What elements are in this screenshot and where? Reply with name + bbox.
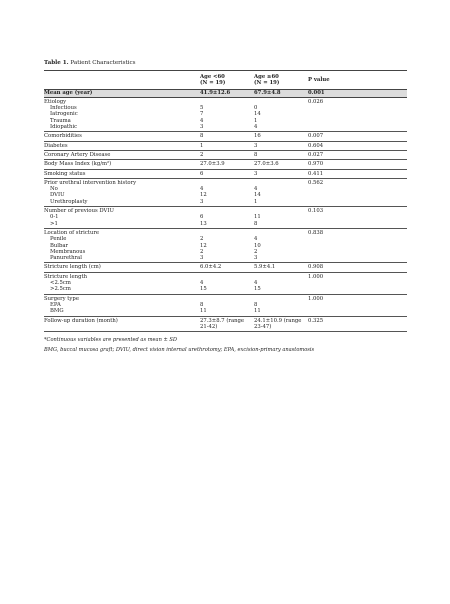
age-under-60-value [200, 207, 254, 229]
sub-age-60-plus-value: 10 [254, 242, 261, 249]
sub-age-under-60-value: 4 [200, 117, 204, 124]
sub-age-60-plus-value: 0 [254, 105, 258, 112]
age-60-plus-value [254, 97, 308, 131]
p-value: 0.838 [308, 228, 407, 262]
age-60-plus-value: 27.0±3.6 [254, 160, 308, 169]
sub-row-label: 0-1 [50, 214, 59, 221]
age-under-60-value: 41.9±12.6 [200, 89, 254, 97]
sub-age-under-60-value: 15 [200, 286, 207, 293]
row-label-text: Prior urethral intervention history [44, 179, 137, 186]
age-under-60-value: 8 [200, 132, 254, 141]
age-under-60-value [200, 228, 254, 262]
sub-age-60-plus-value: 8 [254, 220, 258, 227]
age-60-plus-value [254, 207, 308, 229]
p-value: 1.000 [308, 272, 407, 294]
row-label: Mean age (year) [44, 89, 200, 97]
sub-age-60-plus-value: 14 [254, 111, 261, 118]
p-value: 0.604 [308, 141, 407, 150]
sub-row-label: Urethroplasty [50, 198, 88, 205]
sub-row-label: BMG [50, 308, 64, 315]
age-under-60-value [200, 178, 254, 206]
row-label [44, 97, 200, 131]
sub-age-under-60-value: 3 [200, 124, 204, 131]
table-row [44, 316, 407, 332]
row-label [44, 178, 200, 206]
age-under-60-value: 27.0±3.9 [200, 160, 254, 169]
row-label [44, 272, 200, 294]
p-value: 0.411 [308, 169, 407, 178]
header-row [44, 71, 407, 90]
p-value: 1.000 [308, 294, 407, 316]
table-container [44, 60, 407, 357]
sub-age-60-plus-value: 4 [254, 280, 258, 287]
row-label-text: Stricture length (cm) [44, 264, 101, 271]
sub-age-60-plus-value: 2 [254, 248, 258, 255]
header-age-under-60 [200, 71, 254, 90]
sub-row-label: EPA [50, 301, 61, 308]
row-label [44, 228, 200, 262]
sub-row-label: DVIU [50, 192, 65, 199]
row-label-text: Number of previous DVIU [44, 208, 114, 215]
age-60-plus-value: 8 [254, 150, 308, 159]
age-60-plus-value [254, 294, 308, 316]
age-60-plus-value: 24.1±10.9 (range 23-47) [254, 316, 308, 332]
p-value: 0.007 [308, 132, 407, 141]
sub-row-label: Membranous [50, 248, 86, 255]
age-under-60-value: 27.3±8.7 (range 21-42) [200, 316, 254, 332]
header-age-60-plus-label: Age ≥60 [254, 74, 279, 80]
age-60-plus-value [254, 178, 308, 206]
table-row [44, 263, 407, 272]
row-label [44, 141, 200, 150]
sub-age-under-60-value: 13 [200, 220, 207, 227]
row-label-text: Diabetes [44, 142, 68, 149]
footnote-sd: *Continuous variables are presented as mean ± SD [44, 337, 177, 344]
sub-age-60-plus-value: 4 [254, 124, 258, 131]
sub-age-60-plus-value: 4 [254, 236, 258, 243]
age-60-plus-value: 67.9±4.8 [254, 89, 308, 97]
sub-age-60-plus-value: 14 [254, 192, 261, 199]
sub-row-label: Iatrogenic [50, 111, 78, 118]
sub-row-label: Idiopathic [50, 124, 78, 131]
row-label [44, 160, 200, 169]
age-60-plus-value: 5.9±4.1 [254, 263, 308, 272]
row-label-text: Coronary Artery Disease [44, 151, 111, 158]
table-row [44, 97, 407, 131]
header-p-value: P value [308, 71, 407, 90]
sub-age-60-plus-value: 1 [254, 117, 258, 124]
sub-age-60-plus-value: 3 [254, 255, 258, 262]
sub-row-label: Panurethral [50, 255, 82, 262]
patient-characteristics-table [44, 70, 407, 332]
table-row [44, 132, 407, 141]
row-label-text: Location of stricture [44, 229, 100, 236]
table-row [44, 228, 407, 262]
age-under-60-value: 2 [200, 150, 254, 159]
p-value: 0.001 [308, 89, 407, 97]
sub-age-under-60-value: 2 [200, 248, 204, 255]
p-value: 0.103 [308, 207, 407, 229]
table-title: Patient Characteristics [68, 60, 136, 66]
row-label [44, 294, 200, 316]
age-60-plus-value: 3 [254, 169, 308, 178]
p-value: 0.325 [308, 316, 407, 332]
sub-age-under-60-value: 4 [200, 280, 204, 287]
table-row [44, 294, 407, 316]
table-row [44, 272, 407, 294]
sub-row-label: Bulbar [50, 242, 69, 249]
row-label [44, 132, 200, 141]
sub-age-under-60-value: 12 [200, 192, 207, 199]
age-under-60-value: 6.0±4.2 [200, 263, 254, 272]
sub-row-label: No [50, 186, 58, 193]
age-under-60-value: 1 [200, 141, 254, 150]
p-value: 0.026 [308, 97, 407, 131]
age-under-60-value: 6 [200, 169, 254, 178]
sub-row-label: >2.5cm [50, 286, 71, 293]
sub-age-under-60-value: 3 [200, 198, 204, 205]
row-label [44, 263, 200, 272]
sub-row-label: Penile [50, 236, 67, 243]
sub-age-under-60-value: 7 [200, 111, 204, 118]
sub-row-label: Infectious [50, 105, 77, 112]
row-label-text: Comorbidities [44, 133, 82, 140]
sub-age-under-60-value: 2 [200, 236, 204, 243]
header-age-under-60-label: Age <60 [200, 74, 225, 80]
table-caption [44, 60, 407, 66]
row-label [44, 150, 200, 159]
sub-row-label: <2.5cm [50, 280, 71, 287]
sub-row-label: >1 [50, 220, 58, 227]
row-label [44, 169, 200, 178]
sub-age-60-plus-value: 11 [254, 214, 261, 221]
sub-age-under-60-value: 4 [200, 186, 204, 193]
sub-age-60-plus-value: 1 [254, 198, 258, 205]
table-row [44, 178, 407, 206]
sub-age-under-60-value: 5 [200, 105, 204, 112]
table-footnotes [44, 337, 407, 353]
sub-age-60-plus-value: 4 [254, 186, 258, 193]
header-age-60-plus [254, 71, 308, 90]
sub-age-60-plus-value: 11 [254, 308, 261, 315]
header-age-under-60-n: (N = 19) [200, 80, 226, 87]
p-value: 0.027 [308, 150, 407, 159]
age-60-plus-value [254, 272, 308, 294]
table-row [44, 150, 407, 159]
age-60-plus-value: 16 [254, 132, 308, 141]
row-label-text: Follow-up duration (month) [44, 317, 118, 324]
sub-age-under-60-value: 8 [200, 301, 204, 308]
p-value: 0.908 [308, 263, 407, 272]
header-age-60-plus-n: (N = 19) [254, 80, 280, 87]
row-label-text: Etiology [44, 98, 67, 105]
age-under-60-value [200, 97, 254, 131]
sub-age-under-60-value: 3 [200, 255, 204, 262]
footnote-abbreviations: BMG, buccal mucosa graft; DVIU, direct vision internal urethrotomy; EPA, excision-primary anastomosis [44, 347, 315, 354]
row-label-text: Smoking status [44, 170, 86, 177]
p-value: 0.562 [308, 178, 407, 206]
table-row [44, 160, 407, 169]
mean-age-row [44, 89, 407, 97]
row-label-text: Surgery type [44, 295, 79, 302]
table-row [44, 169, 407, 178]
age-60-plus-value: 3 [254, 141, 308, 150]
header-blank [44, 71, 200, 90]
sub-age-60-plus-value: 8 [254, 301, 258, 308]
p-value: 0.970 [308, 160, 407, 169]
row-label-text: Stricture length [44, 273, 88, 280]
sub-age-under-60-value: 11 [200, 308, 207, 315]
sub-age-under-60-value: 6 [200, 214, 204, 221]
table-number: Table 1. [44, 60, 69, 66]
age-under-60-value [200, 294, 254, 316]
age-60-plus-value [254, 228, 308, 262]
sub-age-60-plus-value: 15 [254, 286, 261, 293]
row-label [44, 316, 200, 332]
row-label [44, 207, 200, 229]
table-row [44, 141, 407, 150]
sub-row-label: Trauma [50, 117, 71, 124]
row-label-text: Body Mass Index (kg/m²) [44, 161, 112, 168]
age-under-60-value [200, 272, 254, 294]
sub-age-under-60-value: 12 [200, 242, 207, 249]
table-row [44, 207, 407, 229]
